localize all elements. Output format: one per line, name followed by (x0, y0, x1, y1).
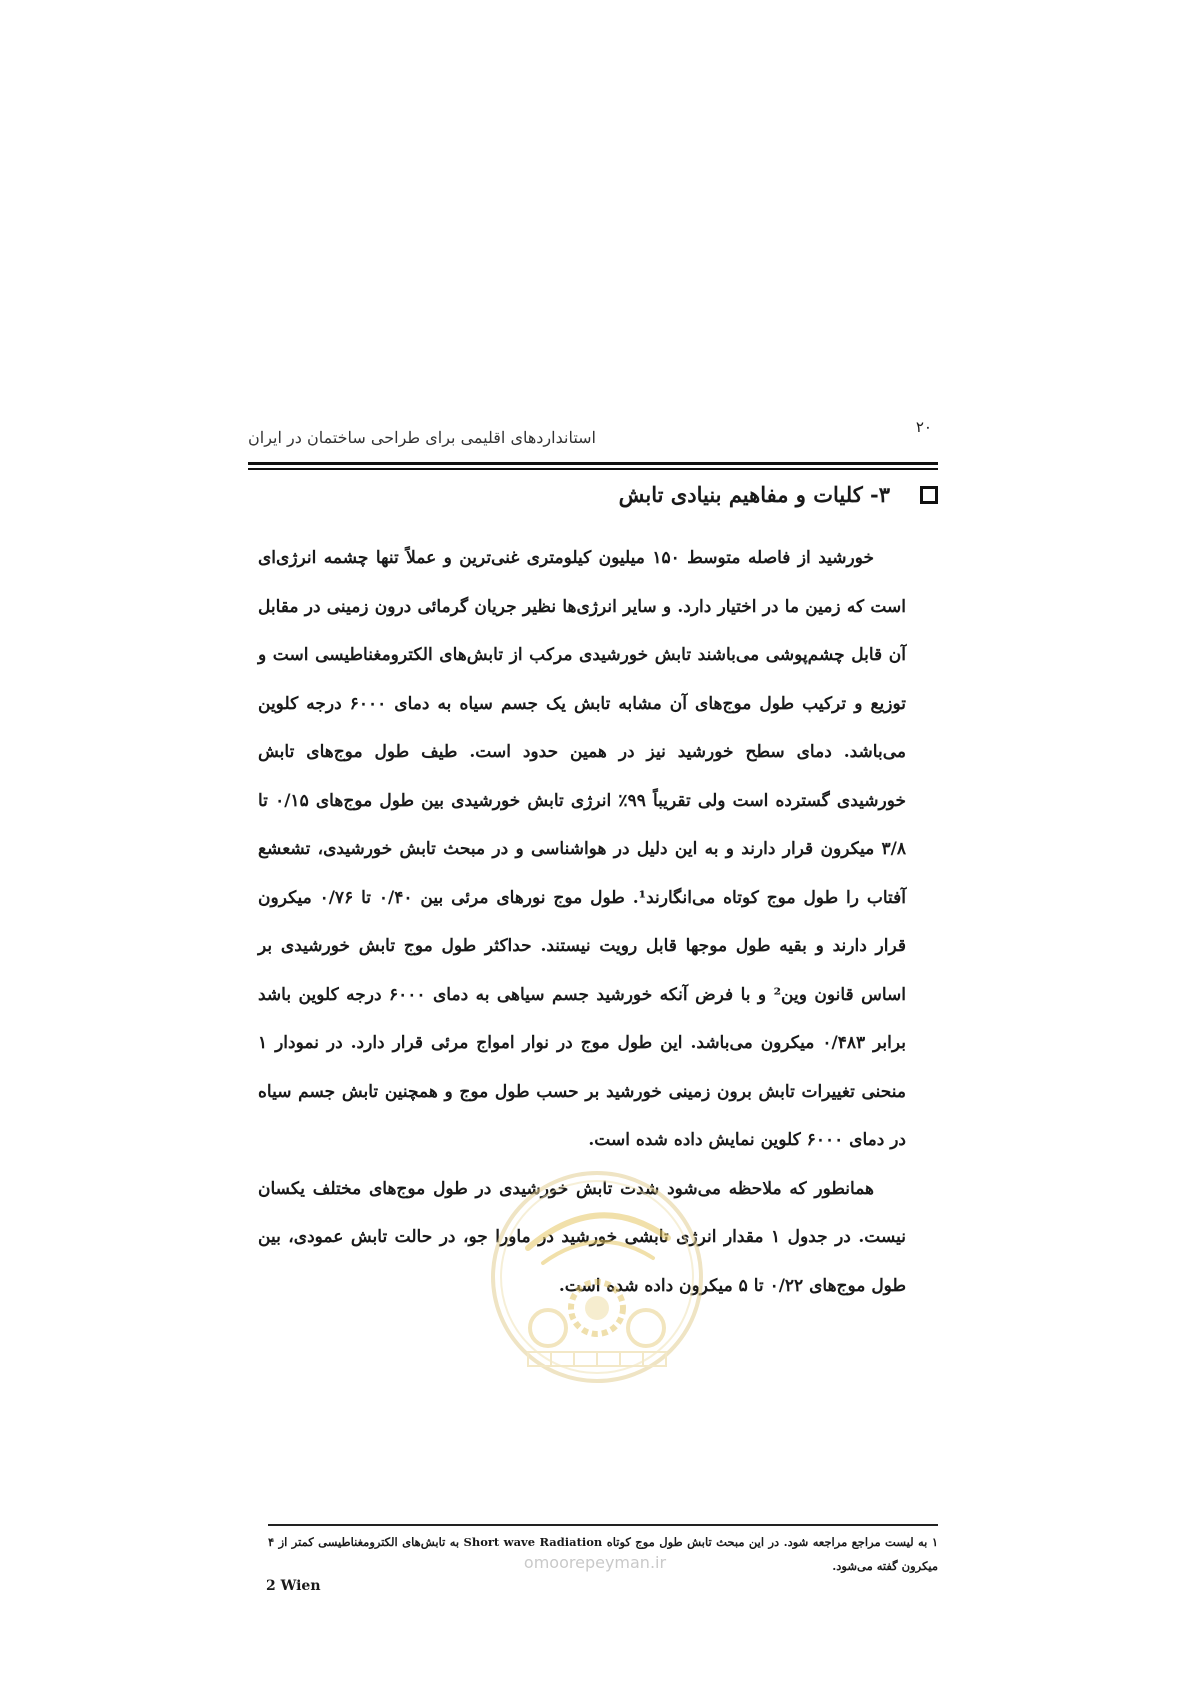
paragraph: همانطور که ملاحظه می‌شود شدت تابش خورشیدی در طول موج‌های مختلف یکسان نیست. در جدول ۱ مقدار انرژی تابشی خورشید در ماورا جو، در حالت تابش عمودی، بین طول موج‌های ۰/۲۲ تا ۵ میکرون داده شده است. (258, 1178, 906, 1296)
footnote: ۱ به لیست مراجع مراجعه شود. در این مبحث تابش طول موج کوتاه Short wave Radiation به تابش‌های الکترومغناطیسی کمتر از ۴ میکرون گفته می‌شود. (268, 1535, 938, 1573)
footnote-rule (268, 1524, 938, 1526)
header-rule-thin (248, 468, 938, 470)
paragraph: خورشید از فاصله متوسط ۱۵۰ میلیون کیلومتری غنی‌ترین و عملاً تنها چشمه انرژی‌ای است که زمین ما در اختیار دارد. و سایر انرژی‌ها نظیر جریان گرمائی درون زمینی در مقابل آن قابل چشم‌پوشی می‌باشند تابش خورشیدی مرکب از تابش‌های الکترومغناطیسی است و توزیع و ترکیب طول موج‌های آن مشابه تابش یک جسم سیاه به دمای ۶۰۰۰ درجه کلوین می‌باشد. دمای سطح خورشید نیز در همین حدود است. طیف طول موج‌های تابش خورشیدی گسترده است ولی تقریباً ۹۹٪ انرژی تابش خورشیدی بین طول موج‌های ۰/۱۵ تا ۳/۸ میکرون قرار دارند و به این دلیل در هواشناسی و در مبحث تابش خورشیدی، تشعشع آفتاب را طول موج کوتاه می‌انگارند¹. طول موج نورهای مرئی بین ۰/۴۰ تا ۰/۷۶ میکرون قرار دارند و بقیه طول موجها قابل رویت نیستند. حداکثر طول موج تابش خورشیدی بر اساس قانون وین² و با فرض آنکه خورشید جسم سیاهی به دمای ۶۰۰۰ درجه کلوین باشد برابر ۰/۴۸۳ میکرون می‌باشد. این طول موج در نوار امواج مرئی قرار دارد. در نمودار ۱ منحنی تغییرات تابش برون زمینی خورشید بر حسب طول موج و همچنین تابش جسم سیاه در دمای ۶۰۰۰ کلوین نمایش داده شده است. (258, 548, 907, 1150)
page-header (248, 418, 938, 446)
section-heading (248, 482, 938, 522)
watermark-logo-icon (488, 1168, 706, 1386)
footnote: 2 Wien (266, 1578, 321, 1594)
running-title: استانداردهای اقلیمی برای طراحی ساختمان در ایران (248, 428, 596, 447)
watermark-url: omoorepeyman.ir (523, 1553, 667, 1572)
header-rule-thick (248, 462, 938, 465)
section-title: ۳- کلیات و مفاهیم بنیادی تابش (618, 482, 890, 507)
section-checkbox-icon (920, 486, 938, 504)
page-number: ۲۰ (915, 418, 932, 436)
